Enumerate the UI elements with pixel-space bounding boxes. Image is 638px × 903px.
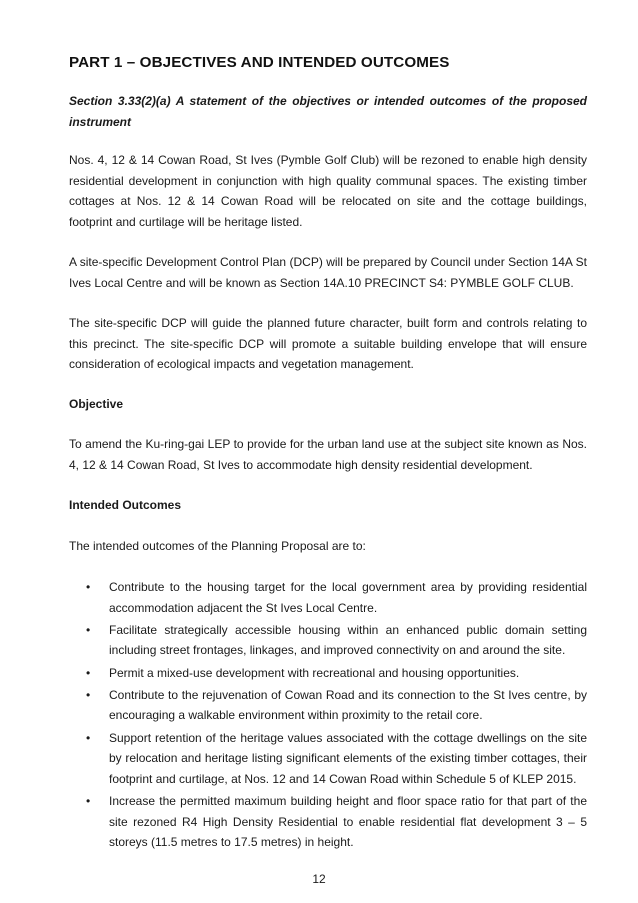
- intended-outcomes-list: [69, 577, 587, 854]
- list-item: [69, 663, 587, 684]
- page-number: 12: [312, 872, 326, 886]
- list-item-text: Contribute to the rejuvenation of Cowan Road and its connection to the St Ives centre, by encouraging a walkable environment within proximity to the retail core.: [109, 687, 587, 723]
- list-item-text: Facilitate strategically accessible housing within an enhanced public domain setting including street frontages, linkages, and improved connectivity on and around the site.: [109, 622, 587, 658]
- list-item: [69, 685, 587, 726]
- objective-paragraph: To amend the Ku-ring-gai LEP to provide for the urban land use at the subject site known as Nos. 4, 12 & 14 Cowan Road, St Ives to accommodate high density residential development.: [69, 437, 587, 472]
- bullet-icon: •: [86, 665, 91, 680]
- rezoning-paragraph: Nos. 4, 12 & 14 Cowan Road, St Ives (Pymble Golf Club) will be rezoned to enable high density residential development in conjunction with high quality communal spaces. The existing timber cottages at Nos. 12 & 14 Cowan Road will be relocated on site and the cottage buildings, footprint and curtilage will be heritage listed.: [69, 153, 587, 229]
- list-item-text: Increase the permitted maximum building height and floor space ratio for that part of the site rezoned R4 High Density Residential to enable residential flat development 3 – 5 storeys (11.5 metres to 17.5 metres) in height.: [109, 793, 587, 850]
- dcp-guidance-paragraph: The site-specific DCP will guide the planned future character, built form and controls relating to this precinct. The site-specific DCP will promote a suitable building envelope that will ensure consideration of ecological impacts and vegetation management.: [69, 316, 587, 372]
- list-item: [69, 791, 587, 853]
- bullet-icon: •: [86, 580, 91, 594]
- intended-outcomes-intro: The intended outcomes of the Planning Proposal are to:: [69, 539, 366, 553]
- bullet-icon: •: [86, 730, 91, 745]
- list-item: [69, 728, 587, 790]
- list-item: [69, 620, 587, 661]
- section-reference: Section 3.33(2)(a) A statement of the objectives or intended outcomes of the proposed instrument: [69, 94, 587, 129]
- bullet-icon: •: [86, 793, 91, 808]
- list-item-text: Contribute to the housing target for the local government area by providing residential accommodation adjacent the St Ives Local Centre.: [109, 580, 587, 615]
- part-heading: PART 1 – OBJECTIVES AND INTENDED OUTCOMES: [69, 54, 450, 71]
- bullet-icon: •: [86, 687, 91, 702]
- objective-heading: Objective: [69, 397, 124, 411]
- list-item-text: Support retention of the heritage values associated with the cottage dwellings on the site by relocation and heritage listing significant elements of the existing timber cottages, their footprint and curtilage, at Nos. 12 and 14 Cowan Road within Schedule 5 of KLEP 2015.: [109, 730, 587, 786]
- list-item-text: Permit a mixed-use development with recreational and housing opportunities.: [109, 665, 520, 680]
- list-item: [69, 577, 587, 618]
- intended-outcomes-heading: Intended Outcomes: [69, 498, 182, 512]
- bullet-icon: •: [86, 622, 91, 637]
- dcp-paragraph: A site-specific Development Control Plan (DCP) will be prepared by Council under Section 14A St Ives Local Centre and will be known as Section 14A.10 PRECINCT S4: PYMBLE GOLF CLUB.: [69, 255, 587, 290]
